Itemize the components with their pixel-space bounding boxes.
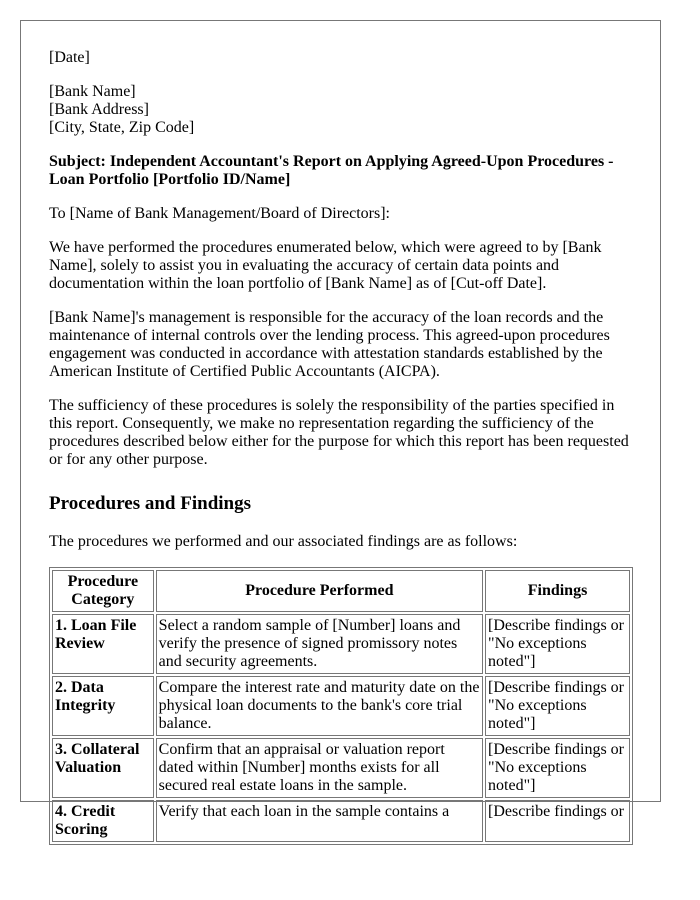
- table-row: [52, 676, 630, 736]
- row-findings: [Describe findings or: [485, 800, 630, 842]
- row-findings: [Describe findings or "No exceptions noted"]: [485, 738, 630, 798]
- row-procedure: Confirm that an appraisal or valuation report dated within [Number] months exists for all secured real estate loans in the sample.: [156, 738, 483, 798]
- row-findings: [Describe findings or "No exceptions noted"]: [485, 676, 630, 736]
- letter-date: [Date]: [49, 49, 90, 66]
- letter-page: [20, 20, 661, 838]
- row-category: 1. Loan File Review: [52, 614, 154, 674]
- row-category: 3. Collateral Valuation: [52, 738, 154, 798]
- subject-line: Subject: Independent Accountant's Report on Applying Agreed-Upon Procedures - Loan Portfolio [Portfolio ID/Name]: [49, 153, 614, 188]
- bank-name: [Bank Name]: [49, 83, 136, 100]
- paragraph-purpose: We have performed the procedures enumerated below, which were agreed to by [Bank Name], solely to assist you in evaluating the accuracy of certain data points and documentation within the loan portfolio of [Bank Name] as of [Cut-off Date].: [49, 239, 602, 292]
- recipient-address: [49, 83, 634, 137]
- paragraph-responsibility: [Bank Name]'s management is responsible for the accuracy of the loan records and the maintenance of internal controls over the lending process. This agreed-upon procedures engagement was conducted in accordance with attestation standards established by the American Institute of Certified Public Accountants (AICPA).: [49, 309, 610, 380]
- row-procedure: Select a random sample of [Number] loans and verify the presence of signed promissory notes and security agreements.: [156, 614, 483, 674]
- row-findings: [Describe findings or "No exceptions noted"]: [485, 614, 630, 674]
- row-category: 4. Credit Scoring: [52, 800, 154, 842]
- section-intro: The procedures we performed and our associated findings are as follows:: [49, 533, 518, 550]
- city-state-zip: [City, State, Zip Code]: [49, 119, 195, 136]
- table-header-row: [52, 570, 630, 612]
- header-category: Procedure Category: [52, 570, 154, 612]
- paragraph-sufficiency: The sufficiency of these procedures is solely the responsibility of the parties specified in this report. Consequently, we make no representation regarding the sufficiency of the procedures described below either for the purpose for which this report has been requested or for any other purpose.: [49, 397, 629, 468]
- procedures-table: [49, 567, 633, 845]
- salutation: To [Name of Bank Management/Board of Directors]:: [49, 205, 390, 222]
- bank-address: [Bank Address]: [49, 101, 149, 118]
- table-row: [52, 800, 630, 842]
- header-findings: Findings: [485, 570, 630, 612]
- letter-body: [49, 49, 634, 845]
- row-procedure: Verify that each loan in the sample contains a: [156, 800, 483, 842]
- header-procedure: Procedure Performed: [156, 570, 483, 612]
- section-heading: Procedures and Findings: [49, 493, 252, 514]
- row-procedure: Compare the interest rate and maturity date on the physical loan documents to the bank's core trial balance.: [156, 676, 483, 736]
- table-row: [52, 614, 630, 674]
- row-category: 2. Data Integrity: [52, 676, 154, 736]
- table-row: [52, 738, 630, 798]
